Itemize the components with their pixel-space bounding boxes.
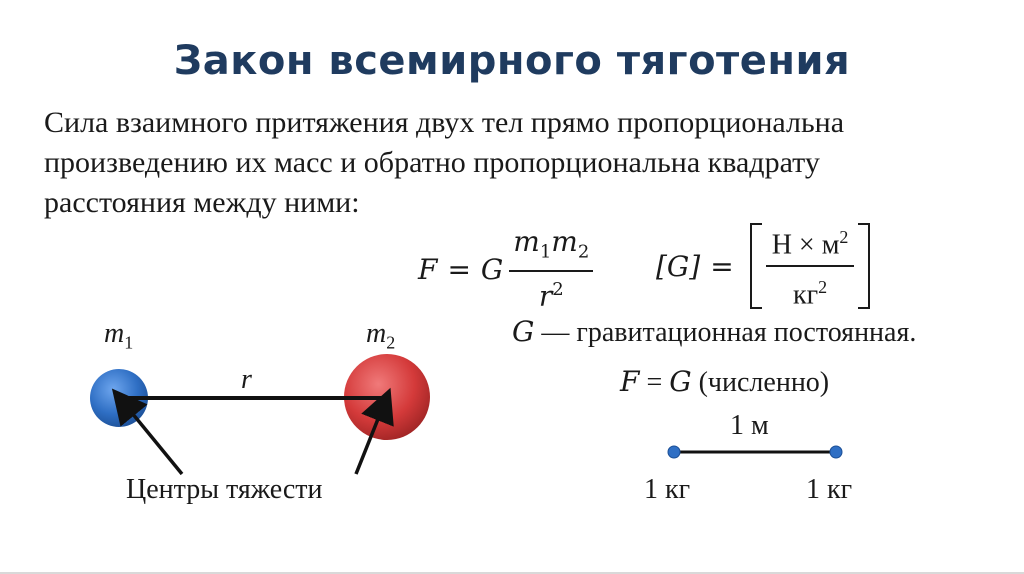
unit-dot-right [830,446,842,458]
formula-r-sup: 2 [552,279,564,301]
mass-2-symbol: m [366,318,387,349]
distance-label: r [241,364,252,395]
mass-2-sub: 2 [386,332,396,353]
units-numerator-text: Н × м [771,229,840,260]
formula-m2-sub: 2 [577,241,590,263]
numeric-force: F [620,365,640,398]
law-statement-line-2: произведению их масс и обратно пропорциональна квадрату [44,146,820,179]
law-statement-line-3: расстояния между ними: [44,186,360,219]
numeric-constant: G [669,365,692,398]
law-statement-line-1: Сила взаимного притяжения двух тел прямо пропорциональна [44,106,845,139]
centers-of-gravity-label: Центры тяжести [126,474,323,505]
units-numerator-sup: 2 [839,226,849,247]
constant-symbol: G [512,315,535,348]
numeric-description: (численно) [691,367,830,398]
formula-m1-sub: 1 [539,241,552,263]
formula-equals: = [447,252,471,286]
slide-title: Закон всемирного тяготения [173,38,851,84]
units-lhs: [G] [656,249,701,283]
unit-dot-left [668,446,680,458]
unit-distance-label: 1 м [730,410,769,441]
constant-description: — гравитационная постоянная. [534,317,917,348]
mass-1-sub: 1 [124,332,134,353]
mass-1-symbol: m [104,318,125,349]
formula-constant: G [480,252,504,286]
unit-left-mass-label: 1 кг [644,474,691,505]
units-denominator-sup: 2 [818,277,828,297]
center-arrow-1 [123,402,182,474]
units-equals: = [710,249,734,283]
mass-1-label [104,318,133,354]
formula-r: r [538,279,553,313]
mass-2-label [366,318,395,354]
formula-m2: m [551,224,578,258]
formula-force: F [418,252,438,286]
formula-m1: m [513,224,540,258]
unit-right-mass-label: 1 кг [806,474,853,505]
numeric-equals: = [639,367,670,398]
units-denominator-text: кг [793,279,819,311]
